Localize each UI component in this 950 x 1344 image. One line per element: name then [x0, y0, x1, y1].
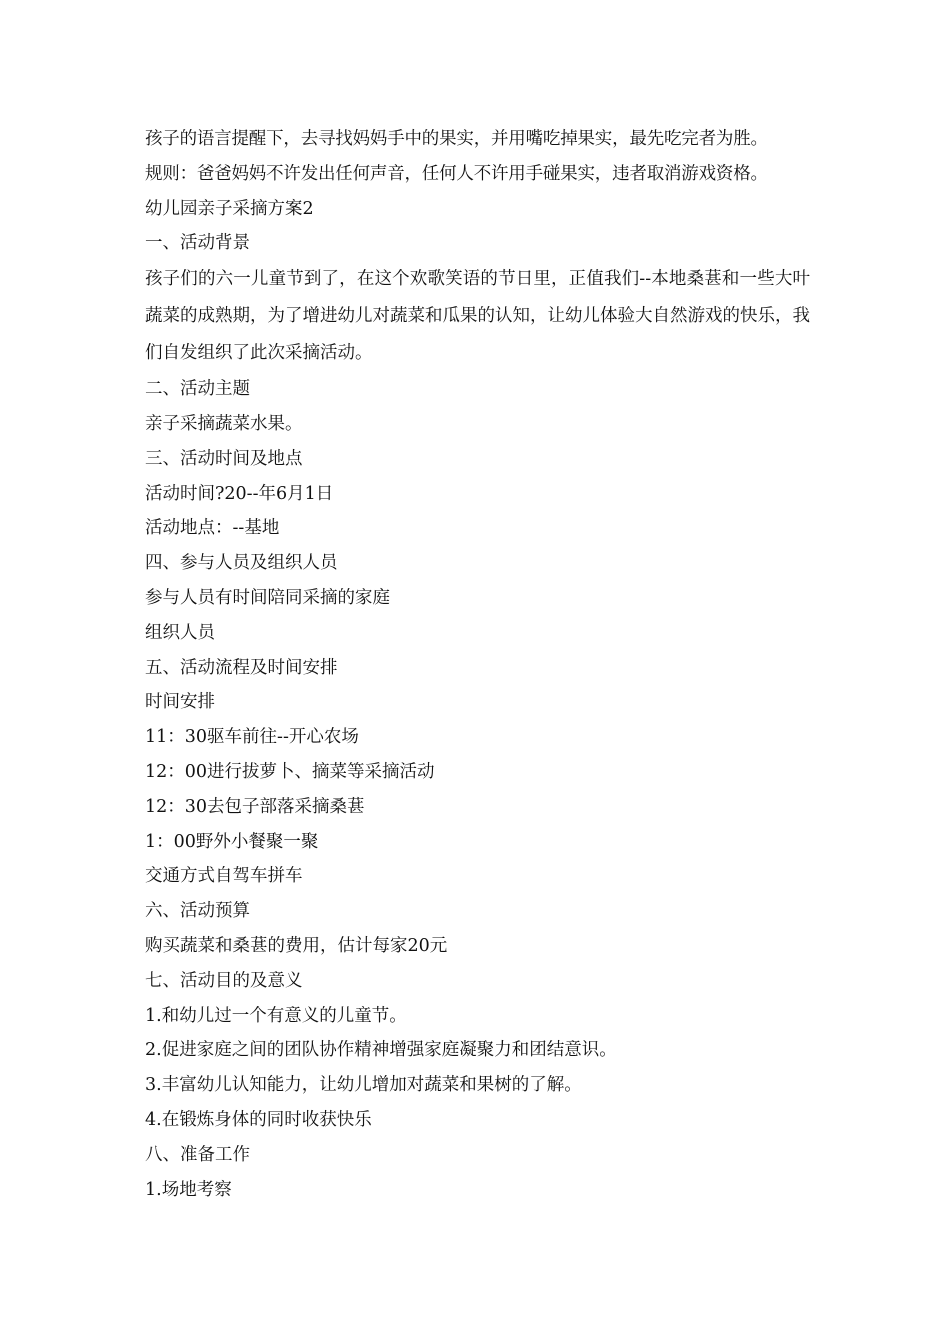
schedule-item: 12：30去包子部落采摘桑葚 [145, 796, 365, 817]
plan-title: 幼儿园亲子采摘方案2 [145, 198, 314, 219]
document-body [145, 122, 810, 1207]
schedule-item: 1：00野外小餐聚一聚 [145, 831, 319, 852]
section-heading-participants: 四、参与人员及组织人员 [145, 553, 338, 574]
section-heading-theme: 二、活动主题 [145, 379, 250, 400]
purpose-item: 2.促进家庭之间的团队协作精神增强家庭凝聚力和团结意识。 [145, 1040, 617, 1061]
participants-text: 参与人员有时间陪同采摘的家庭 [145, 587, 390, 608]
game-description-line: 孩子的语言提醒下，去寻找妈妈手中的果实，并用嘴吃掉果实，最先吃完者为胜。 [145, 129, 768, 149]
budget-text: 购买蔬菜和桑葚的费用，估计每家20元 [145, 935, 448, 956]
activity-place: 活动地点：--基地 [145, 518, 280, 539]
section-heading-purpose: 七、活动目的及意义 [145, 970, 303, 991]
schedule-item: 11：30驱车前往--开心农场 [145, 727, 359, 748]
background-paragraph: 孩子们的六一儿童节到了，在这个欢歌笑语的节日里，正值我们--本地桑葚和一些大叶蔬菜的成熟期，为了增进幼儿对蔬菜和瓜果的认知，让幼儿体验大自然游戏的快乐，我们自发组织了此次采摘活动。 [145, 269, 810, 364]
transport-text: 交通方式自驾车拼车 [145, 866, 303, 887]
section-heading-budget: 六、活动预算 [145, 901, 250, 922]
theme-text: 亲子采摘蔬菜水果。 [145, 413, 303, 434]
section-heading-background: 一、活动背景 [145, 233, 250, 254]
section-heading-schedule: 五、活动流程及时间安排 [145, 657, 338, 678]
schedule-label: 时间安排 [145, 692, 215, 713]
purpose-item: 4.在锻炼身体的同时收获快乐 [145, 1109, 372, 1130]
purpose-item: 3.丰富幼儿认知能力，让幼儿增加对蔬菜和果树的了解。 [145, 1075, 582, 1096]
section-heading-preparation: 八、准备工作 [145, 1144, 250, 1165]
game-rules-line: 规则：爸爸妈妈不许发出任何声音，任何人不许用手碰果实，违者取消游戏资格。 [145, 163, 768, 184]
activity-time: 活动时间?20--年6月1日 [145, 483, 334, 504]
purpose-item: 1.和幼儿过一个有意义的儿童节。 [145, 1005, 407, 1026]
schedule-item: 12：00进行拔萝卜、摘菜等采摘活动 [145, 761, 435, 782]
section-heading-time-place: 三、活动时间及地点 [145, 448, 303, 469]
preparation-item: 1.场地考察 [145, 1179, 232, 1200]
organizers-text: 组织人员 [145, 622, 215, 643]
